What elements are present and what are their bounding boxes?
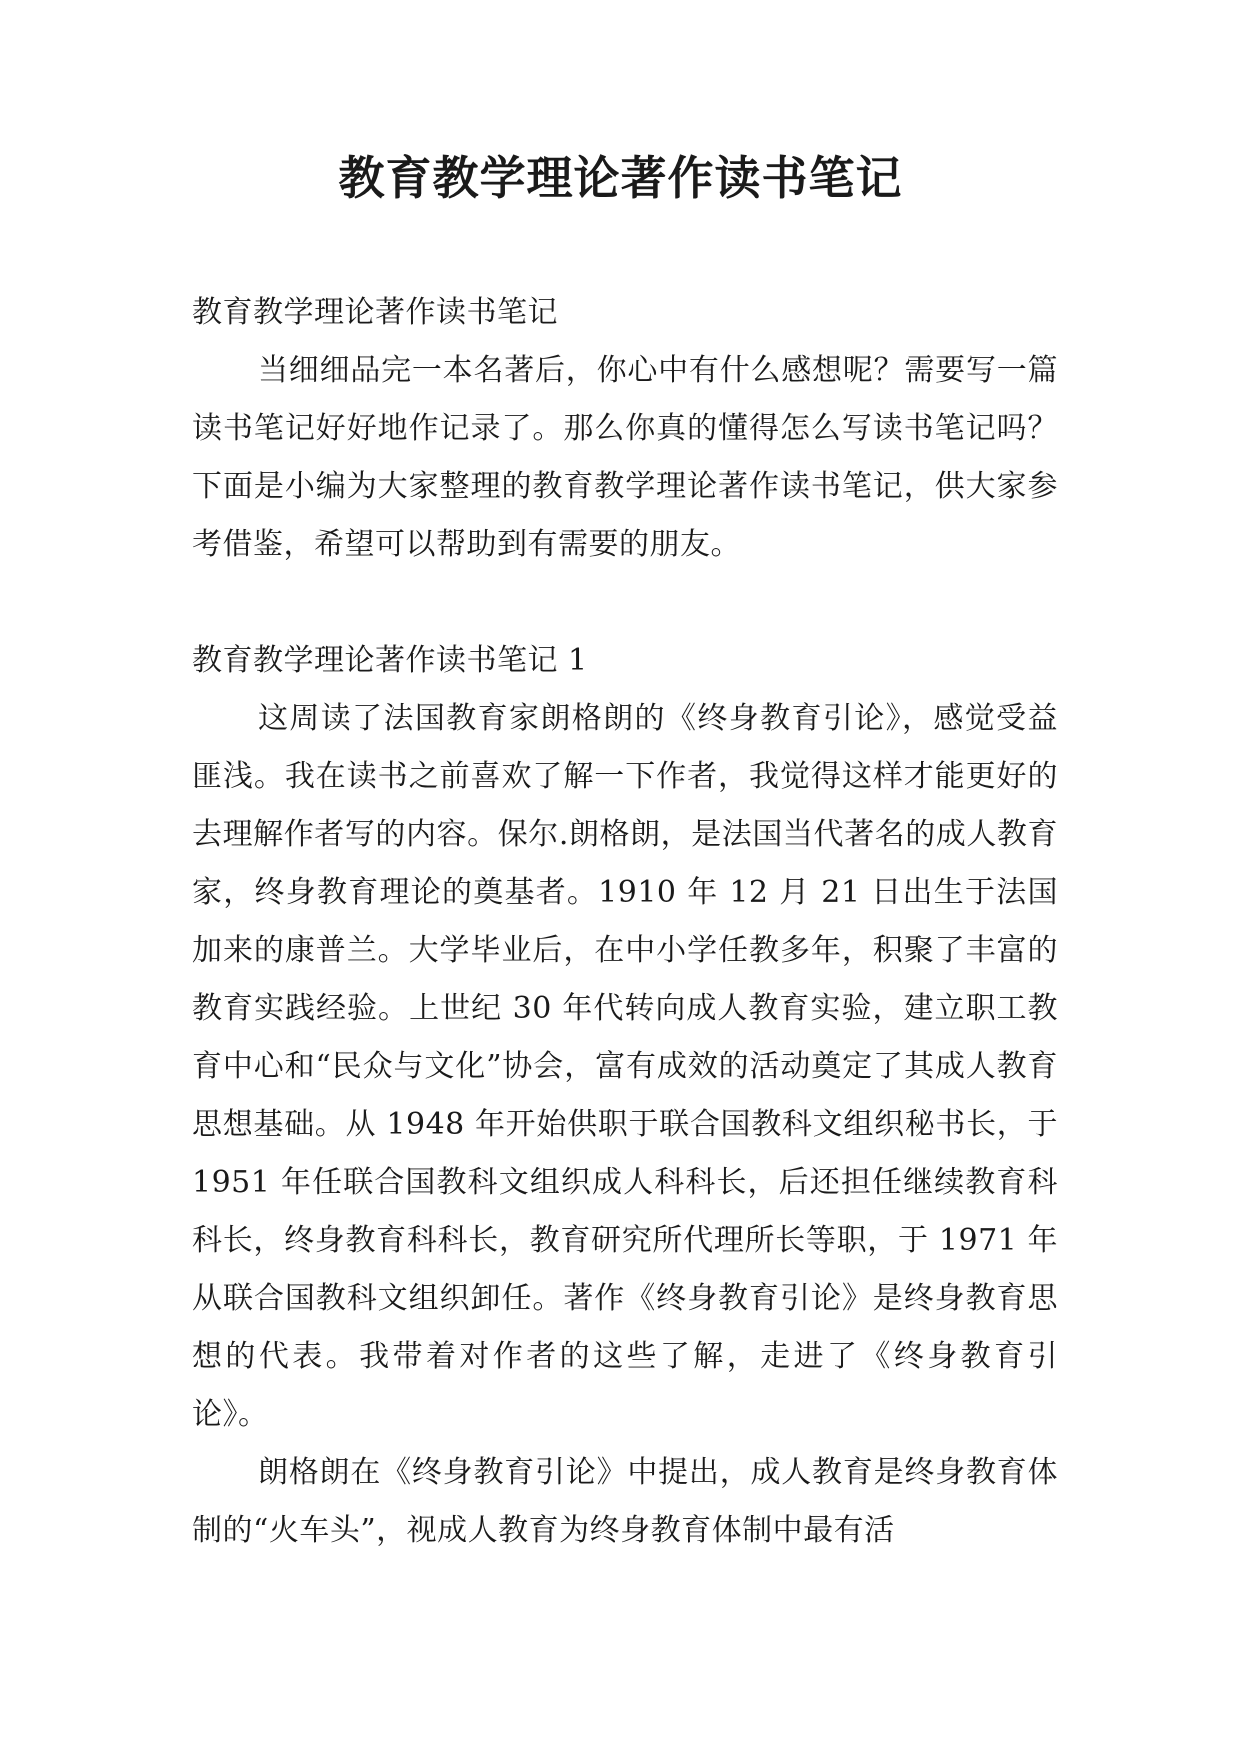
section1-paragraph-1: 这周读了法国教育家朗格朗的《终身教育引论》，感觉受益匪浅。我在读书之前喜欢了解一下作者，我觉得这样才能更好的去理解作者写的内容。保尔.朗格朗，是法国当代著名的成人教育家，终身教育理论的奠基者。1910 年 12 月 21 日出生于法国加来的康普兰。大学毕业后，在中小学任教多年，积聚了丰富的教育实践经验。上世纪 30 年代转向成人教育实验，建立职工教育中心和“民众与文化”协会，富有成效的活动奠定了其成人教育思想基础。从 1948 年开始供职于联合国教科文组织秘书长，于 1951 年任联合国教科文组织成人科科长，后还担任继续教育科科长，终身教育科科长，教育研究所代理所长等职，于 1971 年从联合国教科文组织卸任。著作《终身教育引论》是终身教育思想的代表。我带着对作者的这些了解，走进了《终身教育引论》。 bbox=[192, 701, 1058, 1432]
document-body bbox=[192, 284, 1058, 1560]
intro-heading: 教育教学理论著作读书笔记 bbox=[192, 295, 558, 330]
intro-paragraph: 当细细品完一本名著后，你心中有什么感想呢？需要写一篇读书笔记好好地作记录了。那么你真的懂得怎么写读书笔记吗？下面是小编为大家整理的教育教学理论著作读书笔记，供大家参考借鉴，希望可以帮助到有需要的朋友。 bbox=[192, 353, 1058, 562]
section1-paragraph-2: 朗格朗在《终身教育引论》中提出，成人教育是终身教育体制的“火车头”，视成人教育为终身教育体制中最有活 bbox=[192, 1455, 1058, 1548]
section-spacer bbox=[192, 574, 1058, 632]
document-title: 教育教学理论著作读书笔记 bbox=[338, 151, 903, 205]
section1-heading: 教育教学理论著作读书笔记 1 bbox=[192, 643, 588, 678]
